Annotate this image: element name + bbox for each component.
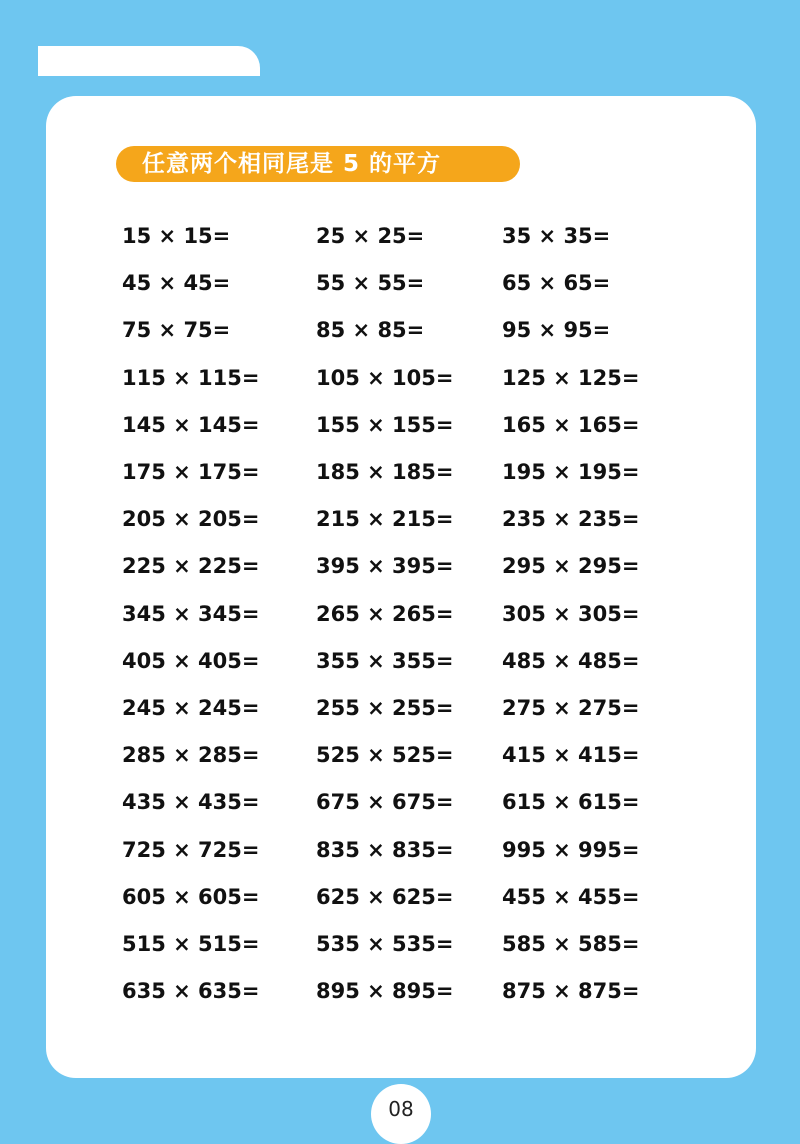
problem-item: 155 × 155= — [316, 413, 454, 437]
problem-item: 295 × 295= — [502, 554, 640, 578]
problem-item: 205 × 205= — [122, 507, 260, 531]
problem-item: 285 × 285= — [122, 743, 260, 767]
problem-item: 635 × 635= — [122, 979, 260, 1003]
problem-item: 145 × 145= — [122, 413, 260, 437]
problem-item: 525 × 525= — [316, 743, 454, 767]
problem-item: 175 × 175= — [122, 460, 260, 484]
problem-item: 515 × 515= — [122, 932, 260, 956]
problem-item: 535 × 535= — [316, 932, 454, 956]
header-tab — [38, 46, 260, 76]
problem-item: 245 × 245= — [122, 696, 260, 720]
problem-item: 225 × 225= — [122, 554, 260, 578]
problem-item: 625 × 625= — [316, 885, 454, 909]
problem-item: 995 × 995= — [502, 838, 640, 862]
problem-item: 405 × 405= — [122, 649, 260, 673]
problem-item: 105 × 105= — [316, 366, 454, 390]
problem-item: 675 × 675= — [316, 790, 454, 814]
problem-item: 195 × 195= — [502, 460, 640, 484]
problem-item: 455 × 455= — [502, 885, 640, 909]
problem-item: 345 × 345= — [122, 602, 260, 626]
problem-item: 265 × 265= — [316, 602, 454, 626]
problem-item: 435 × 435= — [122, 790, 260, 814]
problem-item: 45 × 45= — [122, 271, 231, 295]
problem-item: 125 × 125= — [502, 366, 640, 390]
problem-item: 605 × 605= — [122, 885, 260, 909]
problem-item: 275 × 275= — [502, 696, 640, 720]
problem-item: 25 × 25= — [316, 224, 425, 248]
problem-item: 15 × 15= — [122, 224, 231, 248]
problem-item: 615 × 615= — [502, 790, 640, 814]
problem-item: 895 × 895= — [316, 979, 454, 1003]
problem-item: 305 × 305= — [502, 602, 640, 626]
worksheet-title: 任意两个相同尾是 5 的平方 — [116, 146, 520, 182]
problem-item: 35 × 35= — [502, 224, 611, 248]
page-number: 08 — [388, 1097, 414, 1121]
problem-item: 875 × 875= — [502, 979, 640, 1003]
problem-item: 585 × 585= — [502, 932, 640, 956]
problem-item: 485 × 485= — [502, 649, 640, 673]
problem-item: 85 × 85= — [316, 318, 425, 342]
problem-item: 55 × 55= — [316, 271, 425, 295]
problem-item: 725 × 725= — [122, 838, 260, 862]
problem-item: 95 × 95= — [502, 318, 611, 342]
problem-item: 165 × 165= — [502, 413, 640, 437]
problem-item: 395 × 395= — [316, 554, 454, 578]
problem-item: 415 × 415= — [502, 743, 640, 767]
problem-item: 185 × 185= — [316, 460, 454, 484]
problem-item: 65 × 65= — [502, 271, 611, 295]
problem-item: 115 × 115= — [122, 366, 260, 390]
problem-item: 255 × 255= — [316, 696, 454, 720]
problem-item: 355 × 355= — [316, 649, 454, 673]
problem-item: 235 × 235= — [502, 507, 640, 531]
problem-item: 215 × 215= — [316, 507, 454, 531]
problem-item: 835 × 835= — [316, 838, 454, 862]
problem-item: 75 × 75= — [122, 318, 231, 342]
